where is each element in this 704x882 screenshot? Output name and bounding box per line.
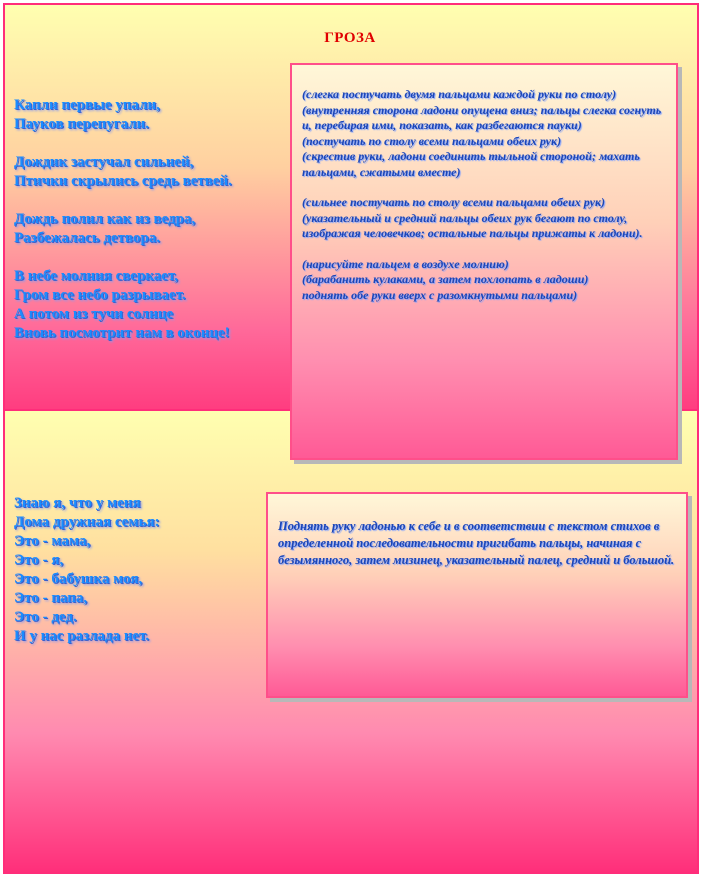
instruction-text: Поднять руку ладонью к себе и в соответствии с текстом стихов в определенной последовательности пригибать пальцы, начиная с безымянного, затем мизинец, указательный палец, средний и большой. [278, 519, 675, 567]
poem-line: Дождь полил как из ведра, [14, 211, 196, 227]
poem-line: Это - мама, [14, 533, 91, 549]
instruction-line: поднять обе руки вверх с разомкнутыми пальцами) [302, 287, 578, 302]
instruction-line: (нарисуйте пальцем в воздухе молнию) [302, 256, 509, 271]
poem-line: Капли первые упали, [14, 97, 160, 113]
poem-line: А потом из тучи солнце [14, 306, 174, 322]
poem-line: Разбежалась детвора. [14, 230, 161, 246]
instruction-line: (постучать по столу всеми пальцами обеих рук) [302, 133, 562, 148]
poem-line: Вновь посмотрит нам в оконце! [14, 325, 230, 341]
poem-line: Дождик застучал сильней, [14, 154, 194, 170]
instructions-box-family [266, 492, 688, 698]
poem-line: Это - папа, [14, 590, 88, 606]
poem-line: Это - дед. [14, 609, 77, 625]
poem-line: Дома дружная семья: [14, 514, 160, 530]
instruction-line: (скрестив руки, ладони соединить тыльной стороной; махать пальцами, сжатыми вместе) [302, 149, 640, 179]
poem-family [14, 494, 160, 646]
instruction-line: (барабанить кулаками, а затем похлопать в ладоши) [302, 272, 589, 286]
instructions-box-thunderstorm [290, 63, 678, 460]
poem-line: Гром все небо разрывает. [14, 287, 186, 303]
instruction-line: (сильнее постучать по столу всеми пальцами обеих рук) [302, 195, 606, 209]
instruction-line: (указательный и средний пальцы обеих рук бегают по столу, изображая человечков; остальные пальцы прижаты к ладони). [302, 210, 643, 240]
poem-line: В небе молния сверкает, [14, 268, 178, 284]
poem-line: И у нас разлада нет. [14, 628, 150, 644]
instruction-line: (слегка постучать двумя пальцами каждой руки по столу) [302, 87, 617, 101]
page-title: ГРОЗА [324, 30, 376, 46]
instruction-line: (внутренняя сторона ладони опущена вниз; пальцы слегка согнуть и, перебирая ими, показать, как разбегаются пауки) [302, 102, 662, 132]
poem-line: Пауков перепугали. [14, 116, 150, 132]
poem-line: Птички скрылись средь ветвей. [14, 173, 232, 189]
poem-line: Это - я, [14, 552, 64, 568]
poem-thunderstorm [14, 96, 232, 343]
poem-line: Это - бабушка моя, [14, 571, 143, 587]
poem-line: Знаю я, что у меня [14, 495, 141, 511]
